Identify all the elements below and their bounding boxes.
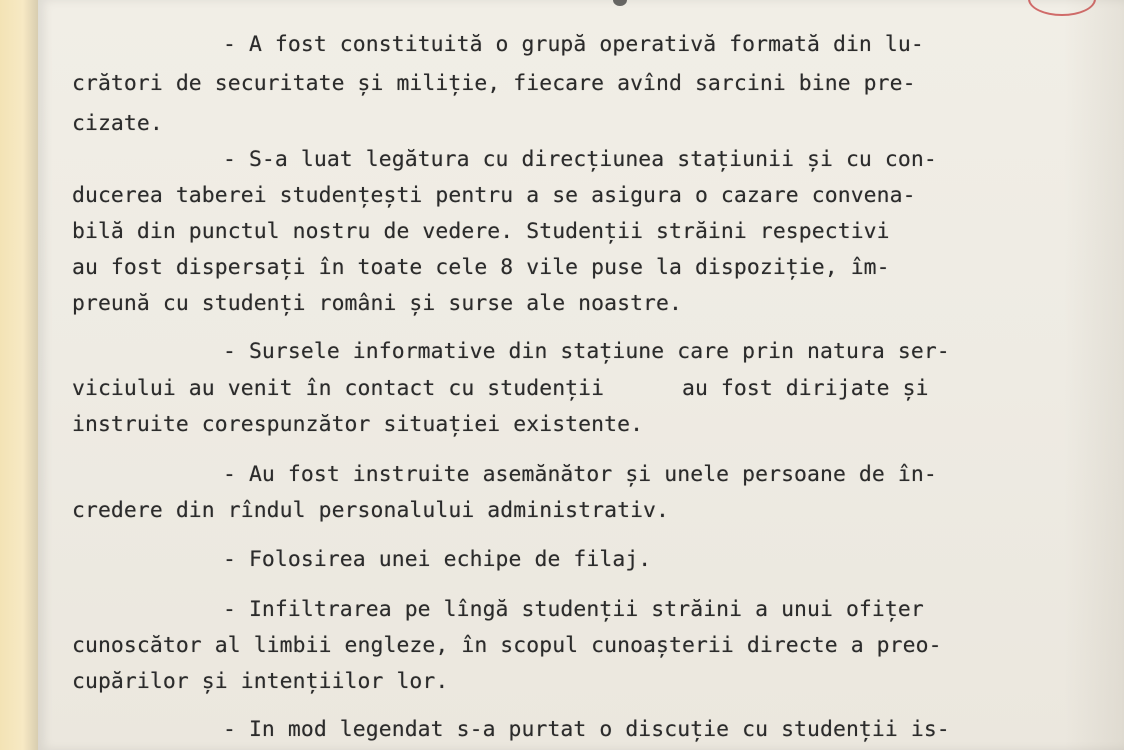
text-line-17: cupărilor și intențiilor lor. xyxy=(72,669,449,694)
text-line-11: instruite corespunzător situației existente. xyxy=(72,412,644,437)
text-line-7: au fost dispersați în toate cele 8 vile puse la dispoziție, îm- xyxy=(72,255,890,280)
text-line-10: viciului au venit în contact cu studenții au fost dirijate și xyxy=(72,376,929,401)
text-line-9: - Sursele informative din stațiune care prin natura ser- xyxy=(223,339,950,364)
ink-mark xyxy=(613,0,627,6)
red-ink-circle xyxy=(1028,0,1096,16)
text-line-18: - In mod legendat s-a purtat o discuție cu studenții is- xyxy=(223,717,950,742)
text-line-4: - S-a luat legătura cu direcțiunea stațiunii și cu con- xyxy=(223,147,937,172)
text-line-3: cizate. xyxy=(72,111,163,136)
text-line-13: credere din rîndul personalului administrativ. xyxy=(72,498,669,523)
text-line-15: - Infiltrarea pe lîngă studenții străini a unui ofițer xyxy=(223,597,924,622)
binder-edge xyxy=(0,0,38,750)
text-line-5: ducerea taberei studențești pentru a se asigura o cazare convena- xyxy=(72,183,916,208)
text-line-2: crători de securitate și miliție, fiecare avînd sarcini bine pre- xyxy=(72,71,916,96)
text-line-6: bilă din punctul nostru de vedere. Studenții străini respectivi xyxy=(72,219,890,244)
text-line-16: cunoscător al limbii engleze, în scopul cunoașterii directe a preo- xyxy=(72,633,942,658)
text-line-8: preună cu studenți români și surse ale noastre. xyxy=(72,291,682,316)
text-line-12: - Au fost instruite asemănător și unele persoane de în- xyxy=(223,462,937,487)
text-line-1: - A fost constituită o grupă operativă formată din lu- xyxy=(223,32,924,57)
text-line-14: - Folosirea unei echipe de filaj. xyxy=(223,547,652,572)
document-page xyxy=(38,0,1124,750)
